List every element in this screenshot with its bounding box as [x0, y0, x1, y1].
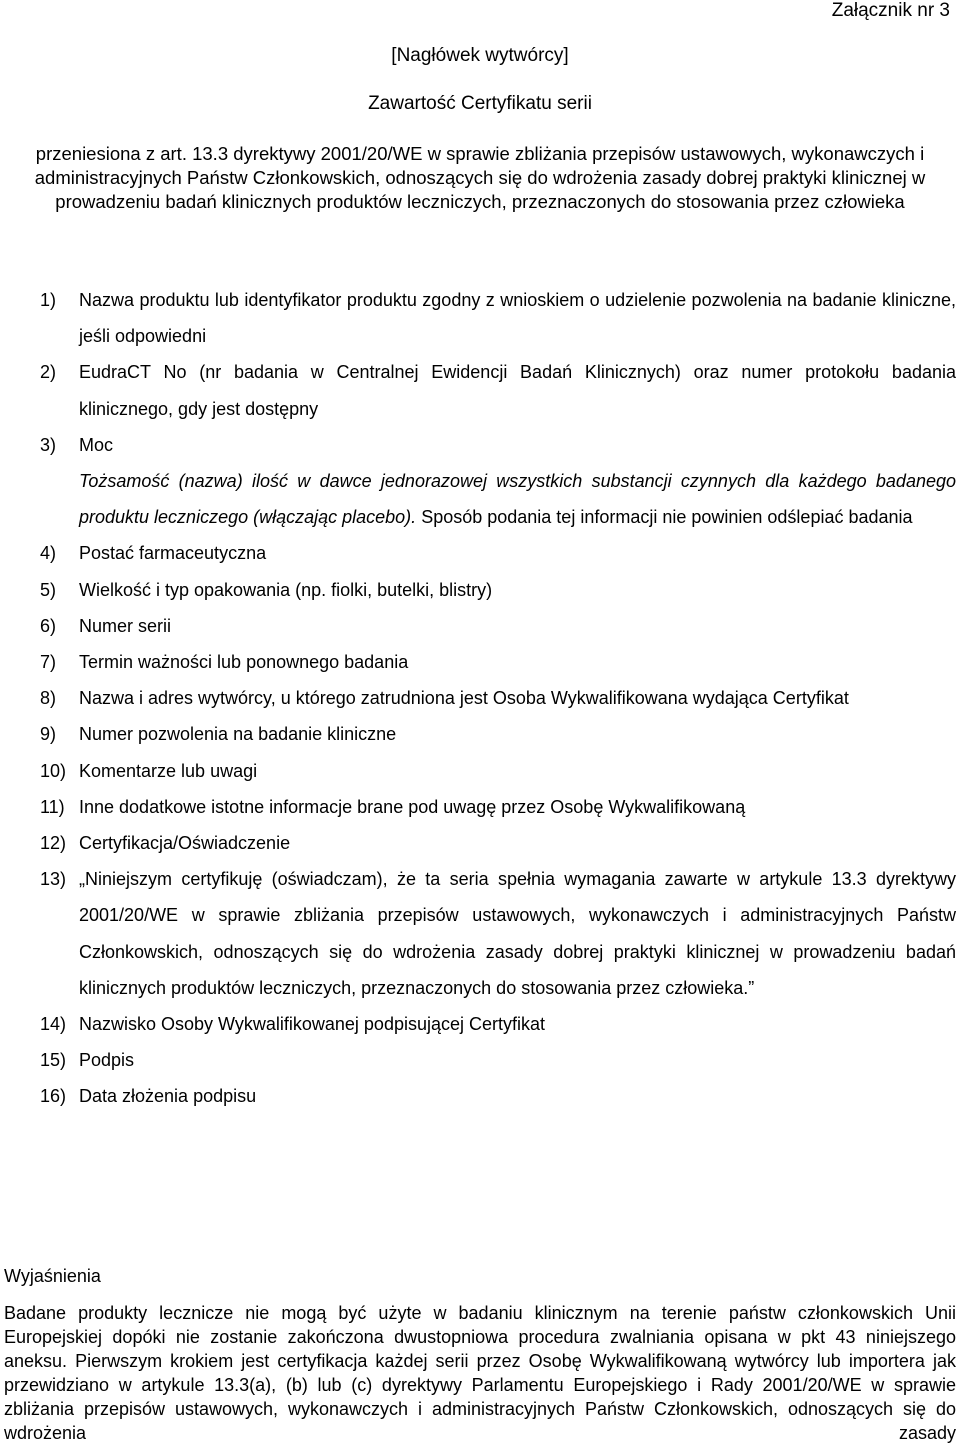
item-detail	[79, 463, 956, 535]
list-item	[0, 282, 960, 354]
list-item	[0, 608, 960, 644]
list-item	[0, 1078, 960, 1114]
item-number: 1)	[40, 290, 57, 310]
item-detail-italic: Tożsamość (nazwa) ilość w dawce jednorazowej wszystkich substancji czynnych dla każdego badanego produktu leczniczego (włączając placebo).	[79, 471, 956, 528]
item-number: 14)	[40, 1014, 67, 1035]
item-number: 12)	[40, 833, 67, 854]
item-text: Postać farmaceutyczna	[79, 543, 267, 564]
list-item	[0, 1006, 960, 1042]
item-number: 2)	[40, 362, 57, 383]
item-text: Inne dodatkowe istotne informacje brane pod uwagę przez Osobę Wykwalifikowaną	[79, 796, 746, 817]
list-item	[0, 716, 960, 752]
explanations-paragraph: Badane produkty lecznicze nie mogą być użyte w badaniu klinicznym na terenie państw członkowskich Unii Europejskiej dopóki nie zostanie zakończona dwustopniowa procedura zwalniania opisana w pkt 43 niniejszego aneksu. Pierwszym krokiem jest certyfikacja każdej serii przez Osobę Wykwalifikowaną wytwórcy lub importera jak przewidziano w artykule 13.3(a), (b) lub (c) dyrektywy Parlamentu Europejskiego i Rady 2001/20/WE w sprawie zbliżania przepisów ustawowych, wykonawczych i administracyjnych Państw Członkowskich, odnoszących się do wdrożenia zasady	[4, 1303, 956, 1443]
item-text: „Niniejszym certyfikuję (oświadczam), że ta seria spełnia wymagania zawarte w artykule 13.3 dyrektywy 2001/20/WE w sprawie zbliżania przepisów ustawowych, wykonawczych i administracyjnych Państw Członkowskich, odnoszących się do wdrożenia zasady dobrej praktyki klinicznej w prowadzeniu badań klinicznych produktów leczniczych, przeznaczonych do stosowania przez człowieka.”	[79, 869, 956, 998]
annex-label: Załącznik nr 3	[831, 0, 950, 21]
item-text: Termin ważności lub ponownego badania	[79, 652, 409, 673]
item-number: 9)	[40, 724, 57, 745]
item-text: Numer serii	[79, 615, 172, 636]
explanations-heading: Wyjaśnienia	[4, 1266, 101, 1286]
list-item	[0, 680, 960, 716]
item-text: Nazwa produktu lub identyfikator produktu zgodny z wnioskiem o udzielenie pozwolenia na badanie kliniczne, jeśli odpowiedni	[79, 290, 956, 347]
item-text: Nazwa i adres wytwórcy, u którego zatrudniona jest Osoba Wykwalifikowana wydająca Certyfikat	[79, 688, 849, 709]
item-number: 4)	[40, 543, 57, 564]
manufacturer-header: [Nagłówek wytwórcy]	[391, 45, 569, 66]
list-item	[0, 789, 960, 825]
item-number: 13)	[40, 869, 67, 890]
item-text: Podpis	[79, 1050, 135, 1071]
item-text: EudraCT No (nr badania w Centralnej Ewidencji Badań Klinicznych) oraz numer protokołu badania klinicznego, gdy jest dostępny	[79, 362, 956, 419]
item-number: 10)	[40, 760, 67, 781]
intro-paragraph: przeniesiona z art. 13.3 dyrektywy 2001/20/WE w sprawie zbliżania przepisów ustawowych, wykonawczych i administracyjnych Państw Członkowskich, odnoszących się do wdrożenia zasady dobrej praktyki klinicznej w prowadzeniu badań klinicznych produktów leczniczych, przeznaczonych do stosowania przez człowieka	[34, 143, 926, 212]
list-item	[0, 825, 960, 861]
item-number: 5)	[40, 579, 57, 600]
list-item	[0, 861, 960, 1006]
item-number: 3)	[40, 434, 57, 455]
item-text: Komentarze lub uwagi	[79, 760, 258, 781]
list-item	[0, 427, 960, 536]
item-text: Data złożenia podpisu	[79, 1086, 257, 1107]
item-text: Certyfikacja/Oświadczenie	[79, 833, 291, 854]
item-text: Moc	[79, 434, 114, 455]
list-item	[0, 1042, 960, 1078]
item-detail-plain: Sposób podania tej informacji nie powinien odślepiać badania	[416, 507, 913, 528]
certificate-contents-list	[0, 282, 960, 1115]
list-item	[0, 572, 960, 608]
list-item	[0, 753, 960, 789]
list-item	[0, 354, 960, 426]
item-text: Numer pozwolenia na badanie kliniczne	[79, 724, 397, 745]
item-number: 16)	[40, 1086, 67, 1107]
list-item	[0, 644, 960, 680]
item-number: 7)	[40, 652, 57, 673]
item-number: 15)	[40, 1050, 67, 1071]
item-text: Wielkość i typ opakowania (np. fiolki, butelki, blistry)	[79, 579, 493, 600]
item-number: 6)	[40, 615, 57, 636]
item-number: 11)	[40, 796, 65, 817]
list-item	[0, 535, 960, 571]
certificate-title: Zawartość Certyfikatu serii	[368, 93, 592, 114]
item-text: Nazwisko Osoby Wykwalifikowanej podpisującej Certyfikat	[79, 1014, 546, 1035]
item-number: 8)	[40, 688, 57, 709]
